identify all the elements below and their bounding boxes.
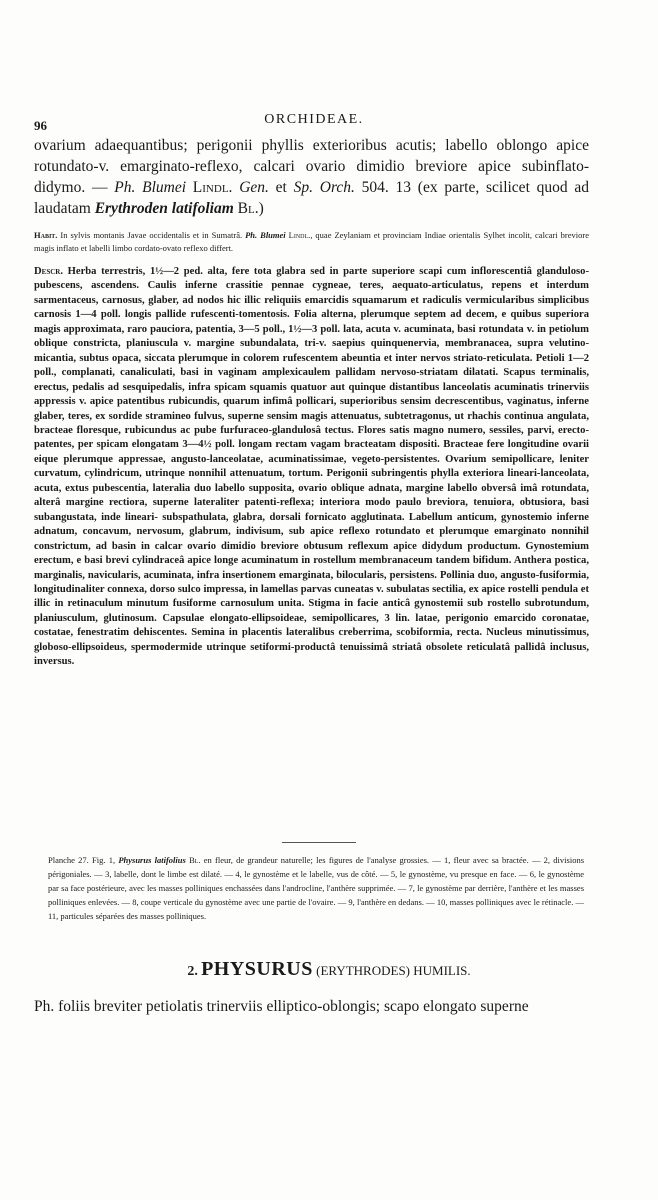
intro-synonym-author: Bl. bbox=[237, 200, 259, 217]
species-number: 2. bbox=[187, 964, 198, 979]
intro-text-cont: 504. 13 (ex parte, scilicet quod ad laudatam bbox=[34, 179, 590, 217]
intro-citation-author: Lindl. bbox=[192, 179, 233, 196]
running-head: ORCHIDEAE. bbox=[264, 112, 364, 127]
habitat-text: In sylvis montanis Javae occidentalis et in Sumatrâ. bbox=[57, 230, 246, 240]
intro-citation-et: et bbox=[275, 179, 287, 196]
description-text: Herba terrestris, 1½—2 ped. alta, fere tota glabra sed in parte superiore scapi cum inflorescentiâ glanduloso-pubescens, ascendens. Caulis inferne crassitie pennae cygneae, teres, aequato-articulatus, repens et interdum sarmentaceus, carnosus, glaber, ad nodos hic illic reliquiis emarcidis squamarum et radiculis vermicularibus simplicibus carnosis 1—4 poll. longis pallide rufescenti-tomentosis. Folia alterna, plerumque septem ad decem, e quibus superiora magis approximata, raro pauciora, patentia, 3—5 poll., 1½—3 poll. lata, acuta v. acuminata, basi rotundata v. in petiolum oblique constricta, planiuscula v. margine subundalata, tri-v. saepius quinquenervia, membranacea, supra velutino-micantia, subtus opaca, siccata plerumque in colorem rufescentem abeuntia et inter nervos striato-reticulata. Petioli 1—2 poll., complanati, canaliculati, basi in vaginam amplexicaulem pallidam nervoso-striatam dilatati. Scapus terminalis, erectus, pedalis ad sesquipedalis, infra spicam squamis quatuor aut quinque distantibus lanceolatis acuminatis trinerviis appressis v. apice patentibus rubicundis, quarum infimâ pollicari, superioribus sensim decrescentibus, vaginatus, inferne glaber, teres, ex sordide stramineo fulvus, superne sensim magis attenuatus, subtetragonus, ut rhachis continua angulata, bracteae floresque, rubicundus ac pube furfuraceo-glandulosâ tectus. Flores satis magno numero, sessiles, parvi, erecto-patentes, per spicam elongatam 3—4½ poll. longam rectam vagam bracteatam dispositi. Bracteae fere longitudine ovarii eique plerumque appressae, angusto-lanceolatae, acuminatissimae, vegeto-persistentes. Ovarium semipollicare, leniter curvatum, cylindricum, utrinque nonnihil attenuatum, tortum. Perigonii subringentis phylla exteriora lineari-lanceolata, acuta, extus pubescentia, lateralia duo labello supposita, ovario oblique adnata, margine labello obversâ imâ rotundata, alterâ margine rectiora, superne lateraliter patenti-reflexa; interiora modo paulo breviora, tenuiora, obtusiora, basi subangustata, inde lineari- subspathulata, glabra, dorsali fornicato agglutinata. Labellum anticum, gynostemio inferne adnatum, concavum, nervosum, glabrum, indivisum, sub apice reflexo rotundato et plerumque emarginato nonnihil constrictum, ad basin in calcar ovario dimidio breviore obtusum reflexum apice didydum productum. Gynostemium erectum, e basi brevi cylindraceâ apice longe acuminatum in rostellum membranaceum tandem bifidum. Anthera postica, marginalis, navicularis, acuminata, infra insertionem emarginata, bilocularis, persistens. Pollinia duo, angusto-fusiformia, longitudinaliter connexa, dorso sulco impressa, in lamellas parvas cuneatas v. subulatas sectilia, ex apice rostelli pendula et illic in retinaculum minutum fusiforme carnosulum unita. Stigma in facie anticâ gynostemii sub rostello subrotundum, planiusculum, glutinosum. Capsulae elongato-ellipsoideae, semipollicares, 3 lin. latae, perigonio emarcido coronatae, costatae, fenestratim dehiscentes. Semina in placentis lateralibus creberrima, scobiformia, recta. Nucleus minutissimus, globoso-ellipsoideus, spermodermide utrinque setiformi-productâ tenuissimâ striatâ obsolete reticulatâ pallidâ inclusus, inversus. bbox=[34, 266, 589, 668]
description-paragraph bbox=[34, 265, 589, 670]
section-divider bbox=[282, 842, 356, 843]
habitat-text-cont: , quae Zeylaniam et provinciam Indiae orientalis Sylhet incolit, calcari breviore magis inflato et labelli limbo cordato-ovato reflexo differt. bbox=[34, 230, 589, 253]
intro-paragraph bbox=[34, 135, 589, 219]
intro-citation-genera: Gen. bbox=[239, 179, 269, 196]
intro-text: ovarium adaequantibus; perigonii phyllis exterioribus acutis; labello oblongo apice rotundato-v. emarginato-reflexo, calcari ovario dimidio breviore apice subinflato-didymo. — bbox=[34, 137, 589, 196]
species-epithet: HUMILIS. bbox=[413, 963, 471, 978]
plate-caption bbox=[48, 853, 584, 923]
habitat-citation-author: Lindl. bbox=[288, 230, 311, 240]
species-subgenus: (ERYTHRODES) bbox=[316, 963, 410, 978]
plate-species: Physurus latifolius bbox=[118, 855, 186, 865]
diagnosis-paragraph: Ph. foliis breviter petiolatis trinerviis elliptico-oblongis; scapo elongato superne bbox=[34, 998, 529, 1015]
species-genus: PHYSURUS bbox=[201, 958, 313, 980]
habitat-paragraph bbox=[34, 229, 589, 255]
description-label: Descr. bbox=[34, 266, 63, 277]
intro-citation-name: Ph. Blumei bbox=[114, 179, 187, 196]
intro-synonym: Erythroden latifoliam bbox=[94, 200, 234, 217]
page-number: 96 bbox=[34, 118, 47, 133]
habitat-label: Habit. bbox=[34, 230, 58, 240]
habitat-citation-name: Ph. Blumei bbox=[245, 230, 286, 240]
plate-text: Planche 27. Fig. 1, bbox=[48, 855, 119, 865]
plate-author: Bl. bbox=[189, 855, 201, 865]
intro-close: ) bbox=[258, 200, 264, 217]
intro-citation-species: Sp. Orch. bbox=[293, 179, 355, 196]
species-heading bbox=[0, 958, 658, 981]
page-header bbox=[34, 112, 594, 134]
plate-text-cont: en fleur, de grandeur naturelle; les figures de l'analyse grossies. — 1, fleur avec sa bractée. — 2, divisions périgoniales. — 3, labelle, dont le limbe est dilaté. — 4, le gynostème et le labelle, vus de côté. — 5, le gynostème, vu presque en face. — 6, le gynostème par sa face postérieure, avec les masses polliniques enchassées dans l'androcline, l'anthère supprimée. — 7, le gynostème par derrière, l'anthère et les masses polliniques enlevées. — 8, coupe verticale du gynostème avec une partie de l'ovaire. — 9, l'anthère en dedans. — 10, masses polliniques avec le rétinacle. — 11, particules séparées des masses polliniques. bbox=[48, 855, 584, 921]
